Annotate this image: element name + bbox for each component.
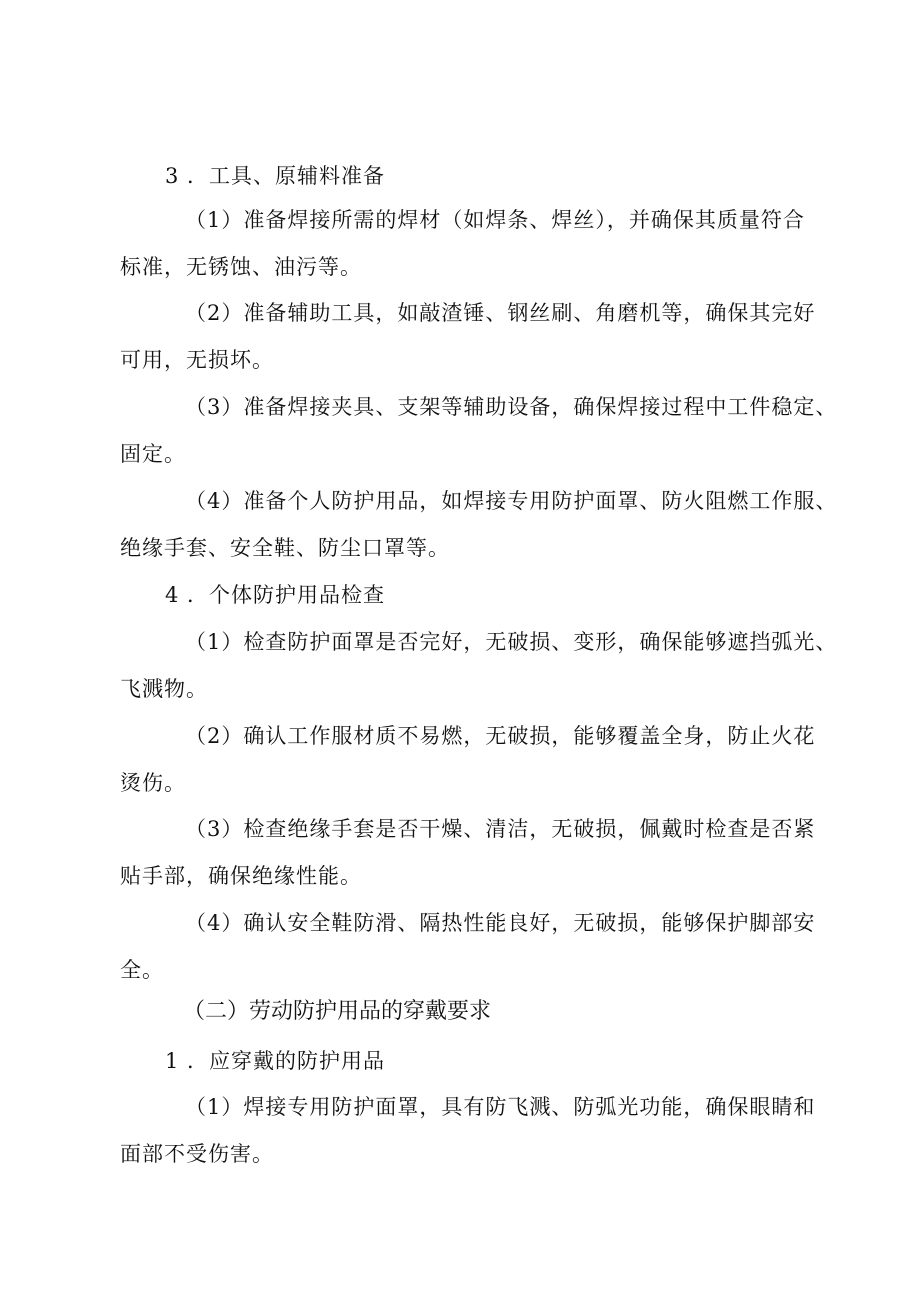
- paragraph-line: （1）焊接专用防护面罩，具有防飞溅、防弧光功能，确保眼睛和: [185, 1095, 816, 1119]
- paragraph-line: （4）准备个人防护用品，如焊接专用防护面罩、防火阻燃工作服、: [185, 489, 838, 513]
- section-title-4: 4 ．个体防护用品检查: [165, 583, 386, 607]
- paragraph-line: （2）确认工作服材质不易燃，无破损，能够覆盖全身，防止火花: [185, 724, 816, 748]
- paragraph-line: 可用，无损坏。: [120, 348, 274, 372]
- section-title-1: 1 ．应穿戴的防护用品: [165, 1049, 386, 1073]
- paragraph-line: 贴手部，确保绝缘性能。: [120, 864, 362, 888]
- paragraph-line: 面部不受伤害。: [120, 1142, 274, 1166]
- paragraph-line: 标准，无锈蚀、油污等。: [120, 255, 362, 279]
- paragraph-line: （2）准备辅助工具，如敲渣锤、钢丝刷、角磨机等，确保其完好: [185, 301, 816, 325]
- paragraph-line: 绝缘手套、安全鞋、防尘口罩等。: [120, 536, 450, 560]
- paragraph-line: 烫伤。: [120, 771, 186, 795]
- paragraph-line: （4）确认安全鞋防滑、隔热性能良好，无破损，能够保护脚部安: [185, 911, 816, 935]
- paragraph-line: （3）检查绝缘手套是否干燥、清洁，无破损，佩戴时检查是否紧: [185, 817, 816, 841]
- paragraph-line: （1）检查防护面罩是否完好，无破损、变形，确保能够遮挡弧光、: [185, 630, 838, 654]
- paragraph-line: 全。: [120, 958, 164, 982]
- paragraph-line: 飞溅物。: [120, 677, 208, 701]
- paragraph-line: 固定。: [120, 442, 186, 466]
- section-title-3: 3 ．工具、原辅料准备: [165, 164, 386, 188]
- section-heading-2: （二）劳动防护用品的穿戴要求: [183, 999, 492, 1024]
- paragraph-line: （3）准备焊接夹具、支架等辅助设备，确保焊接过程中工件稳定、: [185, 395, 838, 419]
- paragraph-line: （1）准备焊接所需的焊材（如焊条、焊丝），并确保其质量符合: [185, 208, 805, 232]
